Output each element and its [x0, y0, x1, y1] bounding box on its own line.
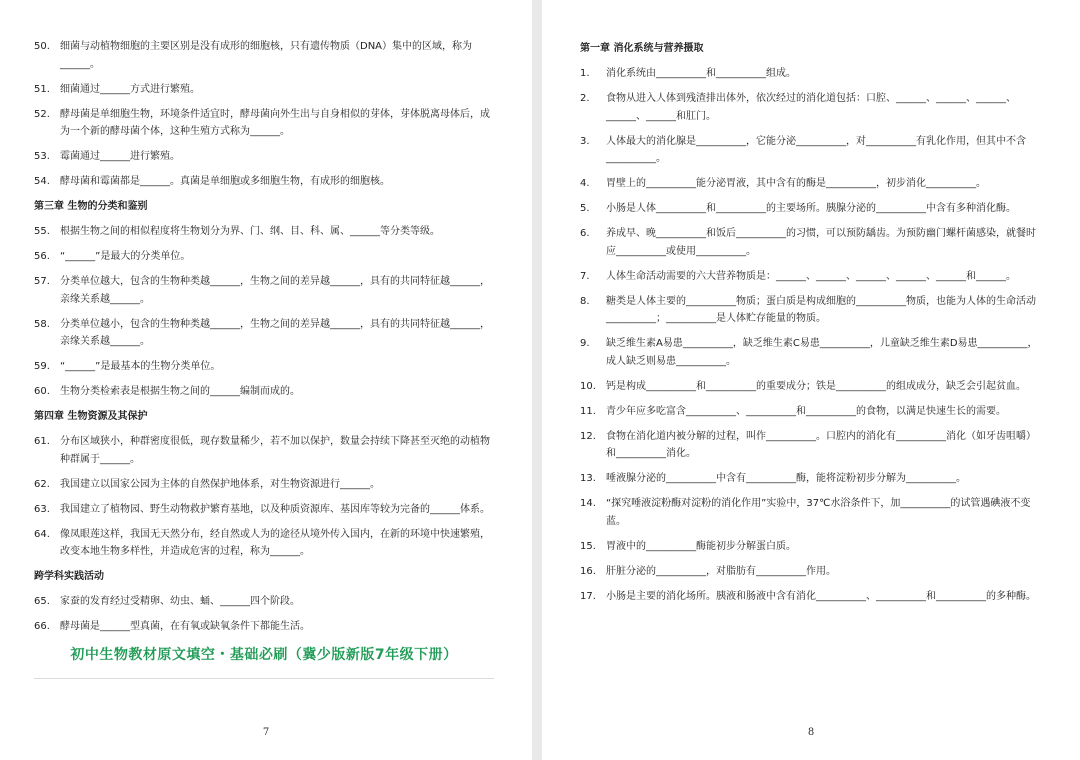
question-item: 17. 小肠是主要的消化场所。胰液和肠液中含有消化__________、__________和__________的多种酶。: [580, 590, 1036, 602]
question-item: 56. “______”是最大的分类单位。: [34, 251, 191, 262]
question-item: 8. 糖类是人体主要的__________物质；蛋白质是构成细胞的__________物质，也能为人体的生命活动__________；__________是人体贮存能量的物质。: [580, 295, 1036, 324]
question-item: 55. 根据生物之间的相似程度将生物划分为界、门、纲、目、科、属、______等分类等级。: [34, 226, 440, 237]
question-item: 14. “探究唾液淀粉酶对淀粉的消化作用”实验中，37℃水浴条件下，加__________的试管遇碘液不变蓝。: [580, 498, 1031, 527]
right-page: [542, 0, 1080, 760]
question-item: 7. 人体生命活动需要的六大营养物质是：______、______、______、______、______和______。: [580, 270, 1016, 282]
question-item: 60. 生物分类检索表是根据生物之间的______编制而成的。: [34, 386, 300, 397]
question-item: 10. 钙是构成__________和__________的重要成分；铁是__________的组成成分，缺乏会引起贫血。: [580, 380, 1026, 392]
question-item: 9. 缺乏维生素A易患__________，缺乏维生素C易患__________，儿童缺乏维生素D易患__________，成人缺乏则易患__________。: [580, 338, 1038, 367]
question-item: 2. 食物从进入人体到残渣排出体外，依次经过的消化道包括：口腔、______、______、______、______、______和肛门。: [580, 93, 1016, 122]
document-footer-title: 初中生物教材原文填空・基础必刷（冀少版新版7年级下册）: [70, 646, 458, 663]
section-heading: 第四章 生物资源及其保护: [34, 411, 148, 422]
left-page: [0, 0, 532, 760]
question-item: 57. 分类单位越大，包含的生物种类越______，生物之间的差异越______，具有的共同特征越______，亲缘关系越______。: [34, 276, 490, 305]
question-item: 5. 小肠是人体__________和__________的主要场所。胰腺分泌的__________中含有多种消化酶。: [580, 203, 1016, 214]
question-item: 11. 青少年应多吃富含__________、__________和__________的食物，以满足快速生长的需要。: [580, 405, 1006, 417]
question-item: 59. “______”是最基本的生物分类单位。: [34, 361, 221, 372]
question-item: 63. 我国建立了植物园、野生动物救护繁育基地，以及种质资源库、基因库等较为完备的______体系。: [34, 503, 490, 515]
question-item: 66. 酵母菌是______型真菌，在有氧或缺氧条件下都能生活。: [34, 621, 310, 632]
footer-divider: [34, 678, 494, 679]
question-item: 58. 分类单位越小，包含的生物种类越______，生物之间的差异越______，具有的共同特征越______，亲缘关系越______。: [34, 318, 490, 347]
question-item: 52. 酵母菌是单细胞生物，环境条件适宜时，酵母菌向外生出与自身相似的芽体，芽体脱离母体后，成为一个新的酵母菌个体，这种生殖方式称为______。: [34, 108, 490, 137]
question-item: 61. 分布区域狭小，种群密度很低，现存数量稀少，若不加以保护，数量会持续下降甚至灭绝的动植物种群属于______。: [34, 436, 490, 465]
question-item: 12. 食物在消化道内被分解的过程，叫作__________。口腔内的消化有__________消化（如牙齿咀嚼）和__________消化。: [580, 430, 1036, 459]
question-item: 4. 胃壁上的__________能分泌胃液，其中含有的酶是__________，初步消化__________。: [580, 178, 986, 189]
page-number: 8: [807, 727, 815, 738]
question-item: 3. 人体最大的消化腺是__________，它能分泌__________，对__________有乳化作用，但其中不含__________。: [580, 135, 1026, 164]
question-item: 16. 肝脏分泌的__________，对脂肪有__________作用。: [580, 565, 836, 577]
question-item: 53. 霉菌通过______进行繁殖。: [34, 151, 180, 162]
page-number: 7: [262, 727, 270, 738]
question-item: 50. 细菌与动植物细胞的主要区别是没有成形的细胞核，只有遗传物质（DNA）集中的区域，称为______。: [34, 41, 473, 70]
question-item: 62. 我国建立以国家公园为主体的自然保护地体系，对生物资源进行______。: [34, 478, 380, 490]
question-item: 64. 像凤眼莲这样，我国无天然分布，经自然或人为的途径从境外传入国内，在新的环境中快速繁殖，改变本地生物多样性，并造成危害的过程，称为______。: [34, 528, 490, 557]
question-item: 65. 家蚕的发育经过受精卵、幼虫、蛹、______四个阶段。: [34, 596, 300, 607]
question-item: 54. 酵母菌和霉菌都是______。真菌是单细胞或多细胞生物，有成形的细胞核。: [34, 176, 390, 187]
section-heading: 第三章 生物的分类和鉴别: [34, 201, 148, 212]
chapter-heading: 第一章 消化系统与营养摄取: [580, 43, 704, 54]
question-item: 51. 细菌通过______方式进行繁殖。: [34, 83, 200, 95]
question-item: 13. 唾液腺分泌的__________中含有__________酶，能将淀粉初步分解为__________。: [580, 473, 966, 484]
section-heading: 跨学科实践活动: [34, 571, 104, 582]
question-item: 15. 胃液中的__________酶能初步分解蛋白质。: [580, 540, 796, 552]
question-item: 6. 养成早、晚__________和饭后__________的习惯，可以预防龋齿。为预防幽门螺杆菌感染，就餐时应__________或使用__________。: [580, 228, 1036, 257]
question-item: 1. 消化系统由__________和__________组成。: [580, 68, 796, 79]
